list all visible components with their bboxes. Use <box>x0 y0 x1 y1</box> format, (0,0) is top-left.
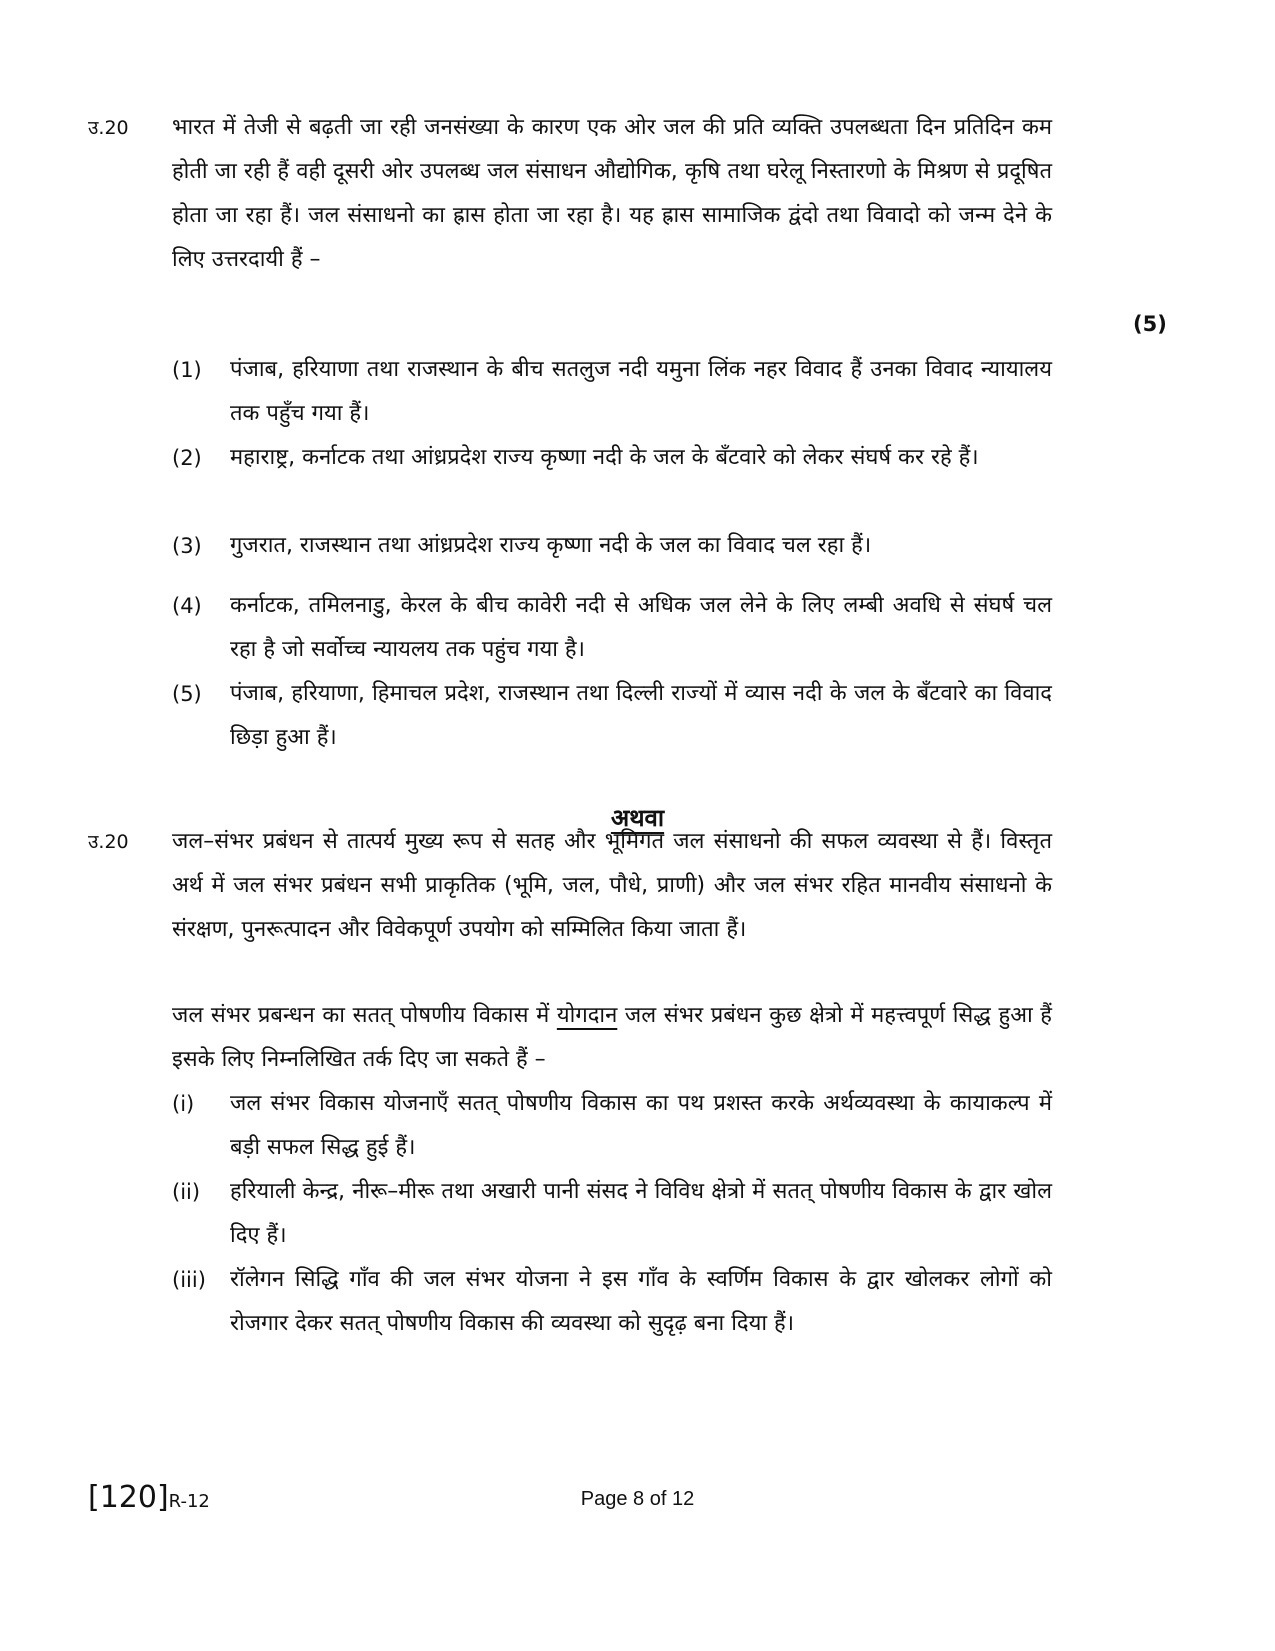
list-item-number: (1) <box>172 358 202 382</box>
list-item-text: पंजाब, हरियाणा, हिमाचल प्रदेश, राजस्थान तथा दिल्ली राज्यों में व्यास नदी के जल के बँटवारे का विवाद छिड़ा हुआ हैं। <box>230 681 1052 750</box>
para-text: जल संभर प्रबंधन कुछ क्षेत्रो में महत्त्वपूर्ण सिद्ध हुआ हैं इसके लिए निम्नलिखित तर्क दिए जा सकते हैं – <box>172 1003 1052 1072</box>
para-text: जल संभर प्रबन्धन का सतत् पोषणीय विकास में <box>172 1003 550 1028</box>
list-item-text: रॉलेगन सिद्धि गाँव की जल संभर योजना ने इस गाँव के स्वर्णिम विकास के द्वार खोलकर लोगों को रोजगार देकर सतत् पोषणीय विकास की व्यवस्था को सुदृढ़ बना दिया हैं। <box>230 1267 1052 1336</box>
marks-label: (5) <box>1133 312 1167 336</box>
paper-code-number: [120] <box>88 1480 169 1515</box>
list-item-number: (3) <box>172 534 202 558</box>
question-label: उ.20 <box>88 831 129 853</box>
list-item-number: (4) <box>172 594 202 618</box>
list-item-text: हरियाली केन्द्र, नीरू–मीरू तथा अखारी पानी संसद ने विविध क्षेत्रो में सतत् पोषणीय विकास के द्वार खोल दिए हैं। <box>230 1179 1052 1248</box>
list-item-text: गुजरात, राजस्थान तथा आंध्रप्रदेश राज्य कृष्णा नदी के जल का विवाद चल रहा हैं। <box>230 533 872 558</box>
underlined-term: योगदान <box>556 1003 618 1028</box>
page-number: Page 8 of 12 <box>580 1488 695 1510</box>
list-item-text: जल संभर विकास योजनाएँ सतत् पोषणीय विकास का पथ प्रशस्त करके अर्थव्यवस्था के कायाकल्प में बड़ी सफल सिद्ध हुई हैं। <box>230 1091 1052 1160</box>
list-item-number: (5) <box>172 682 202 706</box>
question-label: उ.20 <box>88 117 129 139</box>
list-item-text: महाराष्ट्र, कर्नाटक तथा आंध्रप्रदेश राज्य कृष्णा नदी के जल के बँटवारे को लेकर संघर्ष कर रहे हैं। <box>230 445 979 470</box>
answer-paragraph: जल–संभर प्रबंधन से तात्पर्य मुख्य रूप से सतह और भूमिगत जल संसाधनो की सफल व्यवस्था से हैं। विस्तृत अर्थ में जल संभर प्रबंधन सभी प्राकृतिक (भूमि, जल, पौधे, प्राणी) और जल संभर रहित मानवीय संसाधनो के संरक्षण, पुनरूत्पादन और विवेकपूर्ण उपयोग को सम्मिलित किया जाता हैं। <box>172 829 1052 942</box>
list-item-number: (ii) <box>172 1180 201 1204</box>
paper-code-suffix: R-12 <box>168 1491 210 1512</box>
list-item-number: (iii) <box>172 1268 206 1292</box>
or-heading-text: अथवा <box>610 804 665 832</box>
answer-paragraph: भारत में तेजी से बढ़ती जा रही जनसंख्या के कारण एक ओर जल की प्रति व्यक्ति उपलब्धता दिन प्रतिदिन कम होती जा रही हैं वही दूसरी ओर उपलब्ध जल संसाधन औद्योगिक, कृषि तथा घरेलू निस्तारणो के मिश्रण से प्रदूषित होता जा रहा हैं। जल संसाधनो का ह्रास होता जा रहा है। यह ह्रास सामाजिक द्वंदो तथा विवादो को जन्म देने के लिए उत्तरदायी हैं – <box>172 115 1052 272</box>
answer-paragraph-2 <box>172 994 1052 1082</box>
list-item-text: कर्नाटक, तमिलनाडु, केरल के बीच कावेरी नदी से अधिक जल लेने के लिए लम्बी अवधि से संघर्ष चल रहा है जो सर्वोच्च न्यायलय तक पहुंच गया है। <box>230 593 1052 662</box>
list-item-text: पंजाब, हरियाणा तथा राजस्थान के बीच सतलुज नदी यमुना लिंक नहर विवाद हैं उनका विवाद न्यायालय तक पहुँच गया हैं। <box>230 357 1052 426</box>
list-item-number: (2) <box>172 446 202 470</box>
list-item-number: (i) <box>172 1092 195 1116</box>
